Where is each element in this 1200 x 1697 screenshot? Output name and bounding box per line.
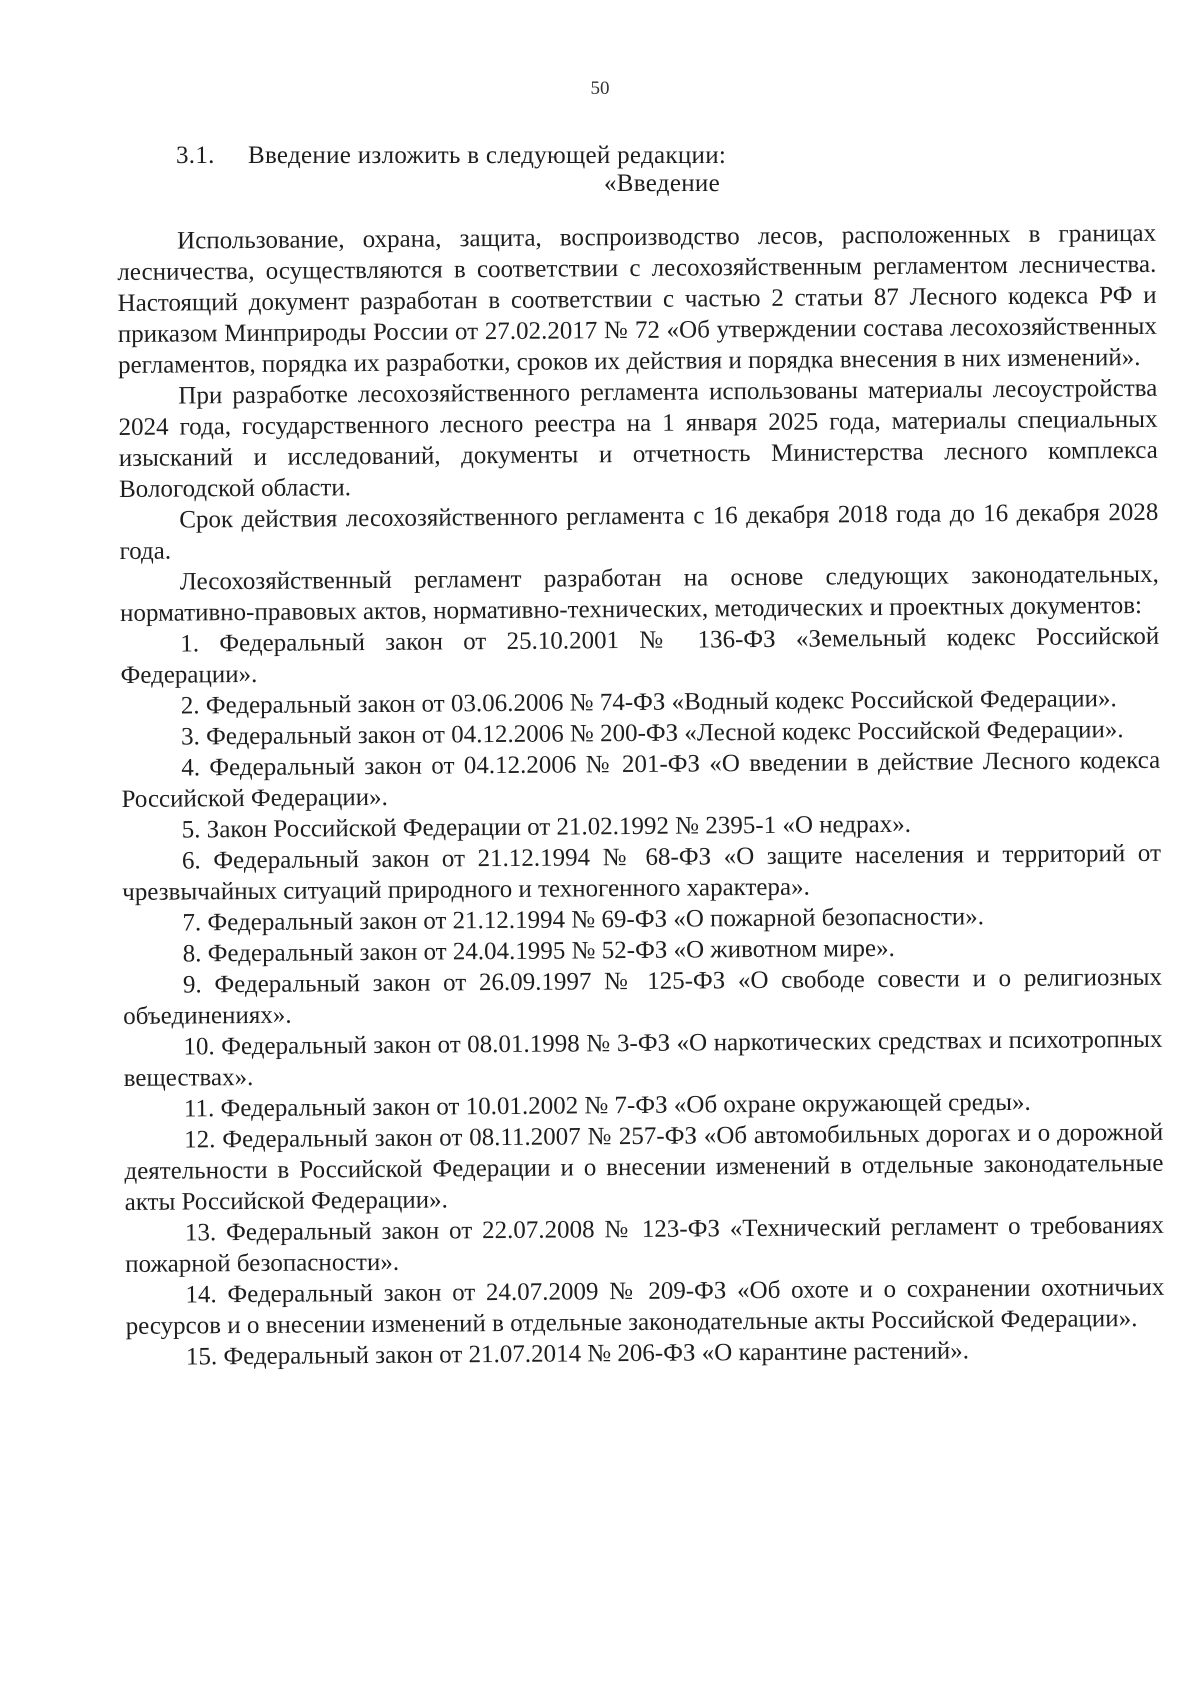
law-list-item: 2. Федеральный закон от 03.06.2006 № 74-ФЗ «Водный кодекс Российской Федерации». xyxy=(180,685,1117,720)
law-list-item: 5. Закон Российской Федерации от 21.02.1992 № 2395-1 «О недрах». xyxy=(181,810,912,844)
law-list-item: 1. Федеральный закон от 25.10.2001 № 136-ФЗ «Земельный кодекс Российской Федерации». xyxy=(120,622,1160,689)
paragraph: Срок действия лесохозяйственного регламента с 16 декабря 2018 года до 16 декабря 2028 года. xyxy=(119,498,1159,565)
page-number: 50 xyxy=(590,78,610,99)
law-list-item: 7. Федеральный закон от 21.12.1994 № 69-ФЗ «О пожарной безопасности». xyxy=(182,903,985,937)
law-list-item: 15. Федеральный закон от 21.07.2014 № 206-ФЗ «О карантине растений». xyxy=(185,1337,970,1371)
law-list-item: 13. Федеральный закон от 22.07.2008 № 123-ФЗ «Технический регламент о требованиях пожарной безопасности». xyxy=(125,1211,1164,1278)
law-list-item: 6. Федеральный закон от 21.12.1994 № 68-ФЗ «О защите населения и территорий от чрезвычайных ситуаций природного и техногенного характера». xyxy=(122,839,1162,906)
law-list-item: 3. Федеральный закон от 04.12.2006 № 200-ФЗ «Лесной кодекс Российской Федерации». xyxy=(180,716,1124,751)
document-body xyxy=(117,218,1165,1373)
law-list-item: 8. Федеральный закон от 24.04.1995 № 52-ФЗ «О животном мире». xyxy=(182,934,895,968)
paragraph: Использование, охрана, защита, воспроизводство лесов, расположенных в границах лесничества, осуществляются в соответствии с лесохозяйственным регламентом лесничества. Настоящий документ разработан в соответствии с частью 2 статьи 87 Лесного кодекса РФ и приказом Минприроды России от 27.02.2017 № 72 «Об утверждении состава лесохозяйственных регламентов, порядка их разработки, сроков их действия и порядка внесения в них изменений». xyxy=(117,219,1157,379)
law-list-item: 12. Федеральный закон от 08.11.2007 № 257-ФЗ «Об автомобильных дорогах и о дорожной деятельности в Российской Федерации и о внесении изменений в отдельные законодательные акты Российской Федерации». xyxy=(124,1118,1164,1216)
law-list-item: 11. Федеральный закон от 10.01.2002 № 7-ФЗ «Об охране окружающей среды». xyxy=(183,1088,1031,1123)
law-list-item: 14. Федеральный закон от 24.07.2009 № 209-ФЗ «Об охоте и о сохранении охотничьих ресурсов и о внесении изменений в отдельные законодательные акты Российской Федерации». xyxy=(125,1273,1165,1340)
paragraph: Лесохозяйственный регламент разработан на основе следующих законодательных, нормативно-правовых актов, нормативно-технических, методических и проектных документов: xyxy=(119,560,1159,627)
introduction-title: «Введение xyxy=(604,170,720,197)
law-list-item: 9. Федеральный закон от 26.09.1997 № 125-ФЗ «О свободе совести и о религиозных объединениях». xyxy=(123,963,1163,1030)
paragraph: При разработке лесохозяйственного регламента использованы материалы лесоустройства 2024 года, государственного лесного реестра на 1 января 2025 года, материалы специальных изысканий и исследований, документы и отчетность Министерства лесного комплекса Вологодской области. xyxy=(118,374,1158,503)
section-heading-text: Введение изложить в следующей редакции: xyxy=(248,142,727,169)
section-number: 3.1. xyxy=(176,142,215,169)
section-heading xyxy=(176,142,726,170)
law-list-item: 10. Федеральный закон от 08.01.1998 № 3-ФЗ «О наркотических средствах и психотропных веществах». xyxy=(123,1025,1163,1092)
law-list-item: 4. Федеральный закон от 04.12.2006 № 201-ФЗ «О введении в действие Лесного кодекса Российской Федерации». xyxy=(121,746,1161,813)
